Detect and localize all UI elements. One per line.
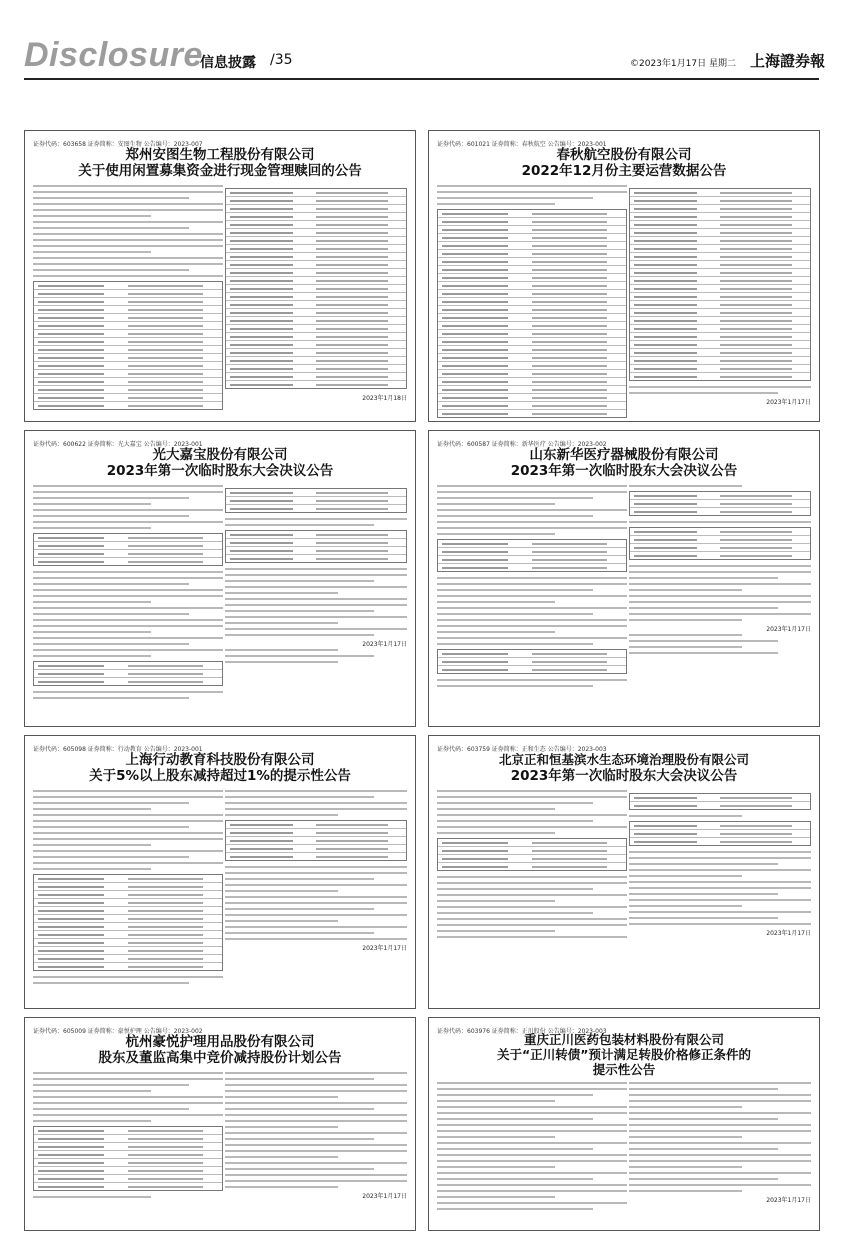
announcement-subtitle: 2023年第一次临时股东大会决议公告: [510, 768, 738, 784]
announcement-body: [437, 790, 627, 942]
announcement-panel: [24, 130, 416, 422]
announcement-panel: [428, 430, 820, 727]
announcement-title: 山东新华医疗器械股份有限公司: [529, 447, 719, 463]
announcement-date: 2023年1月17日: [766, 399, 811, 406]
data-table: [437, 539, 627, 572]
data-table: [33, 874, 223, 971]
announcement-date: 2023年1月17日: [766, 1197, 811, 1204]
announcement-body-right: [225, 1072, 407, 1201]
data-table: [33, 281, 223, 410]
section-title: 信息披露: [200, 55, 256, 71]
page-header: [0, 0, 843, 82]
announcement-date: 2023年1月17日: [766, 626, 811, 633]
announcement-subtitle: 2023年第一次临时股东大会决议公告: [106, 463, 334, 479]
announcement-title: 上海行动教育科技股份有限公司: [125, 752, 315, 768]
announcement-title: 春秋航空股份有限公司: [556, 147, 692, 163]
data-table: [437, 838, 627, 871]
announcement-body-right: [629, 790, 811, 938]
stock-code-line: 证券代码：600587 证券简称：新华医疗 公告编号：2023-002: [437, 441, 607, 448]
data-table: [33, 533, 223, 566]
announcement-subtitle: 关于5%以上股东减持超过1%的提示性公告: [89, 768, 351, 784]
announcement-panel: [24, 430, 416, 727]
announcement-subtitle: 2022年12月份主要运营数据公告: [521, 163, 727, 179]
announcement-title: 杭州豪悦护理用品股份有限公司: [125, 1034, 315, 1050]
announcement-date: 2023年1月17日: [362, 1193, 407, 1200]
stock-code-line: 证券代码：603658 证券简称：安图生物 公告编号：2023-007: [33, 141, 203, 148]
announcement-subtitle: 2023年第一次临时股东大会决议公告: [510, 463, 738, 479]
announcement-subtitle: 关于使用闲置募集资金进行现金管理赎回的公告: [78, 163, 362, 179]
stock-code-line: 证券代码：600622 证券简称：光大嘉宝 公告编号：2023-001: [33, 441, 203, 448]
announcement-title: 郑州安图生物工程股份有限公司: [125, 147, 315, 163]
announcement-title: 光大嘉宝股份有限公司: [152, 447, 288, 463]
announcement-body: [33, 1072, 223, 1202]
data-table: [33, 1126, 223, 1191]
data-table: [437, 209, 627, 418]
data-table-right: [629, 185, 811, 407]
page-number: /35: [270, 52, 293, 68]
announcement-subtitle-2: 提示性公告: [592, 1062, 656, 1077]
stock-code-line: 证券代码：605009 证券简称：豪悦护理 公告编号：2023-002: [33, 1028, 203, 1035]
announcement-title: 重庆正川医药包装材料股份有限公司: [523, 1032, 724, 1047]
stock-code-line: 证券代码：603976 证券简称：正川股份 公告编号：2023-003: [437, 1028, 607, 1035]
announcement-subtitle: 关于“正川转债”预计满足转股价格修正条件的: [497, 1047, 751, 1062]
announcement-panel: [428, 735, 820, 1009]
issue-date: ©2023年1月17日 星期二: [630, 59, 736, 69]
announcement-body-right: [629, 1082, 811, 1205]
announcement-body: [33, 185, 223, 415]
stock-code-line: 证券代码：603759 证券简称：正和生态 公告编号：2023-003: [437, 746, 607, 753]
announcement-date: 2023年1月17日: [362, 641, 407, 648]
announcement-body-right: [629, 485, 811, 658]
announcement-date: 2023年1月17日: [362, 945, 407, 952]
stock-code-line: 证券代码：601021 证券简称：春秋航空 公告编号：2023-001: [437, 141, 607, 148]
announcement-body: [437, 185, 627, 422]
newspaper-name: 上海證券報: [750, 52, 826, 70]
announcement-subtitle: 股东及董监高集中竞价减持股份计划公告: [98, 1050, 342, 1066]
announcement-body: [33, 485, 223, 703]
masthead-word: Disclosure: [24, 36, 203, 74]
announcement-body: [437, 1082, 627, 1214]
announcement-panel: [428, 130, 820, 422]
announcement-body-right: [225, 485, 407, 667]
announcement-panel: [24, 735, 416, 1009]
announcement-panel: [428, 1017, 820, 1231]
data-table-right: [225, 185, 407, 403]
announcement-panel: [24, 1017, 416, 1231]
announcement-body-right: [225, 790, 407, 953]
announcement-title: 北京正和恒基滨水生态环境治理股份有限公司: [498, 752, 749, 767]
stock-code-line: 证券代码：605098 证券简称：行动教育 公告编号：2023-001: [33, 746, 203, 753]
announcement-body: [437, 485, 627, 691]
announcement-date: 2023年1月17日: [766, 930, 811, 937]
announcement-body: [33, 790, 223, 988]
announcement-date: 2023年1月18日: [362, 395, 407, 402]
header-rule: [24, 78, 819, 80]
